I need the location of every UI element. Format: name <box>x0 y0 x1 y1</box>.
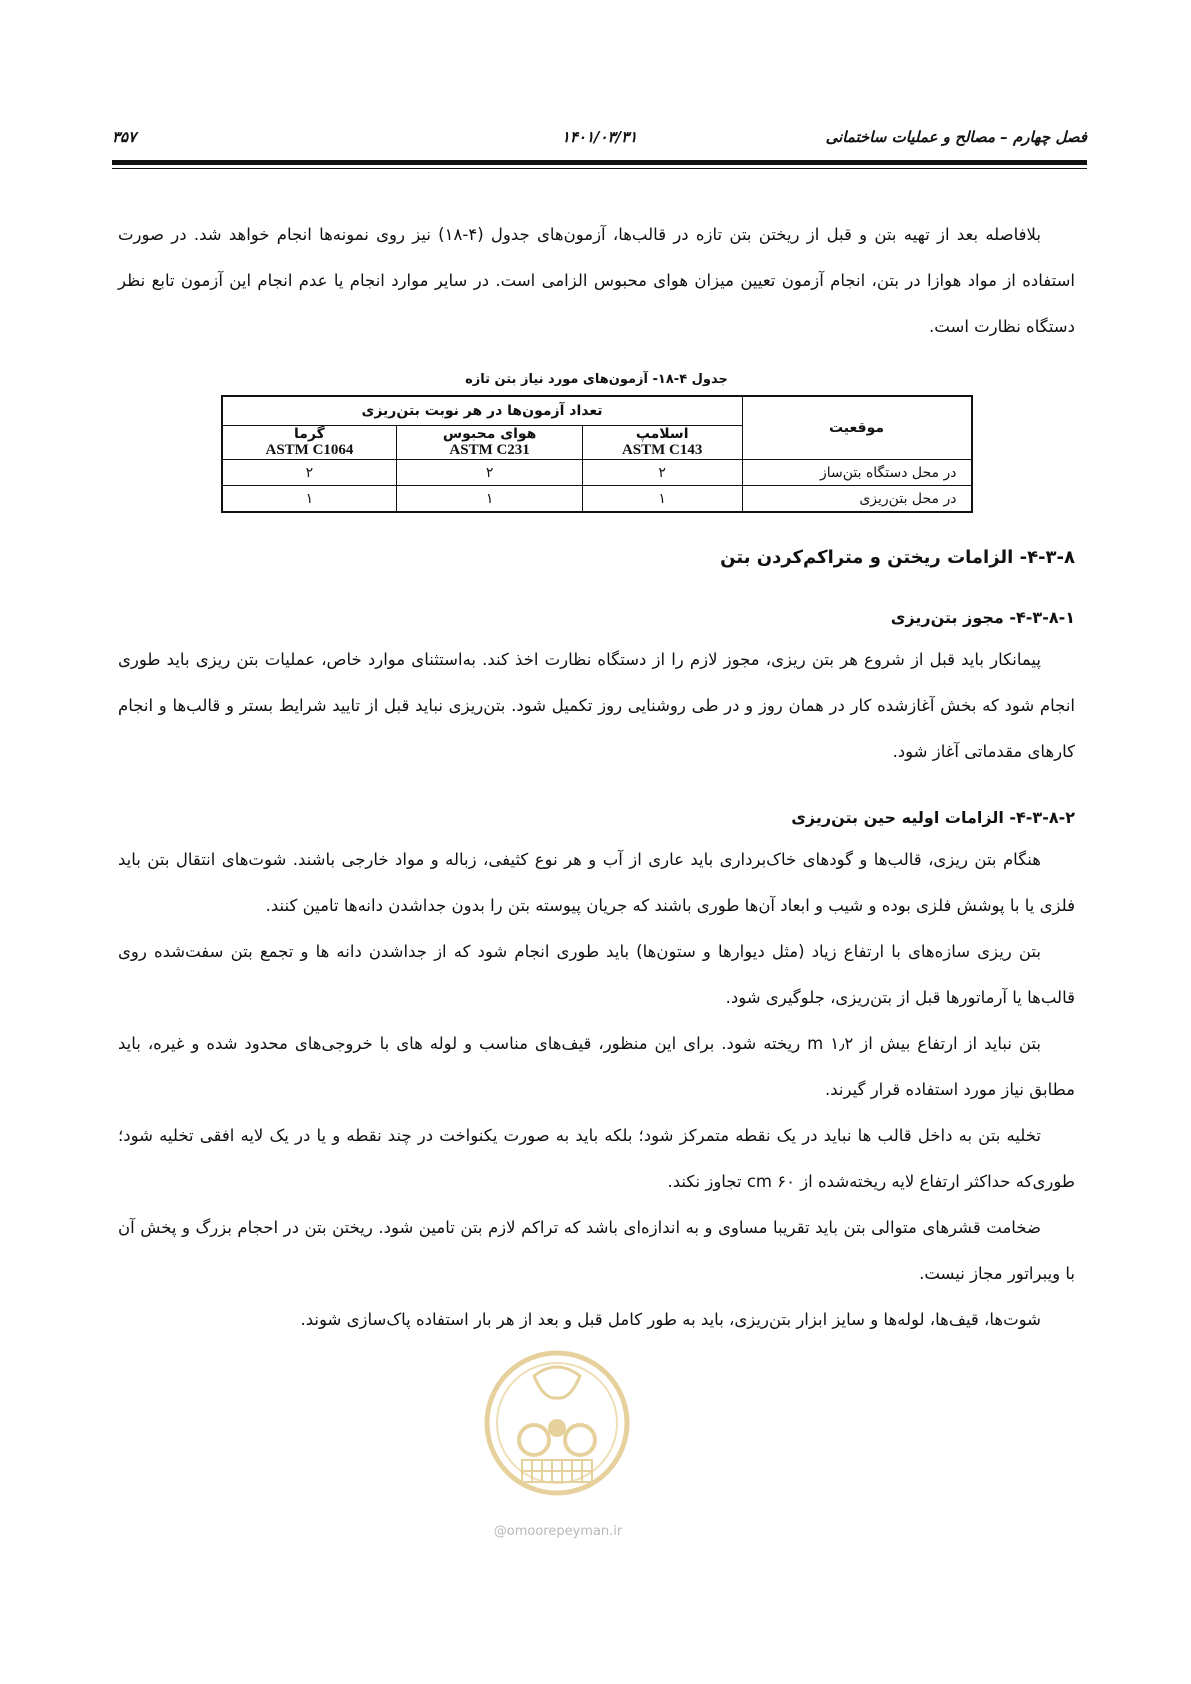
column-header-slump <box>582 426 742 460</box>
paragraph-tall-structures: بتن ریزی سازه‌های با ارتفاع زیاد (مثل دیوارها و ستون‌ها) باید طوری انجام شود که از جداشدن دانه ها و تجمع بتن سفت‌شده روی قالب‌ها یا آرماتورها قبل از بتن‌ریزی، جلوگیری شود. <box>118 942 1075 1007</box>
page-number: ۳۵۷ <box>112 128 137 146</box>
table-caption: جدول ۴-۱۸- آزمون‌های مورد نیاز بتن تازه <box>465 372 728 387</box>
page-header <box>112 128 1087 152</box>
watermark-url: @omoorepeyman.ir <box>493 1524 623 1539</box>
column-name: هوای محبوس <box>442 426 537 442</box>
table-row <box>222 486 972 513</box>
paragraph-drop-height: بتن نباید از ارتفاع بیش از ۱٫۲ m ریخته شود. برای این منظور، قیف‌های مناسب و لوله های با خروجی‌های محدود شده و غیره، باید مطابق نیاز مورد استفاده قرار گیرند. <box>118 1034 1075 1099</box>
table-cell: ۲ <box>222 460 397 486</box>
column-standard: ASTM C143 <box>621 442 703 458</box>
column-standard: ASTM C231 <box>449 442 530 458</box>
column-header-temperature <box>222 426 397 460</box>
table-cell: ۱ <box>582 486 742 513</box>
table-cell: ۲ <box>582 460 742 486</box>
column-name: اسلامپ <box>635 426 689 442</box>
subsection-heading-permit: ۴-۳-۸-۱- مجوز بتن‌ریزی <box>890 608 1075 627</box>
column-header-air-content <box>397 426 582 460</box>
chapter-title: فصل چهارم – مصالح و عملیات ساختمانی <box>825 128 1087 146</box>
table-cell: ۲ <box>397 460 582 486</box>
row-location: در محل بتن‌ریزی <box>742 486 972 513</box>
column-name: گرما <box>294 426 325 442</box>
table-wrapper <box>118 395 1075 513</box>
table-cell: ۱ <box>397 486 582 513</box>
table-header-row <box>222 396 972 426</box>
header-rule-thick <box>112 160 1087 165</box>
header-date: ۱۴۰۱/۰۳/۳۱ <box>561 128 638 146</box>
paragraph-discharge: تخلیه بتن به داخل قالب ها نباید در یک نقطه متمرکز شود؛ بلکه باید به صورت یکنواخت در چند نقطه و یا در یک لایه افقی تخلیه شود؛ طوری‌که حداکثر ارتفاع لایه ریخته‌شده از ۶۰ cm تجاوز نکند. <box>118 1126 1075 1191</box>
table-cell: ۱ <box>222 486 397 513</box>
permit-paragraph: پیمانکار باید قبل از شروع هر بتن ریزی، مجوز لازم را از دستگاه نظارت اخذ کند. به‌استثنای موارد خاص، عملیات بتن ریزی باید طوری انجام شود که بخش آغازشده کار در همان روز و در طی روشنایی روز تکمیل شود. بتن‌ریزی نباید قبل از تایید شرایط بستر و قالب‌ها و انجام کارهای مقدماتی آغاز شود. <box>118 650 1075 761</box>
paragraph-layer-thickness: ضخامت قشرهای متوالی بتن باید تقریبا مساوی و به اندازه‌ای باشد که تراکم لازم بتن تامین شود. ریختن بتن در احجام بزرگ و پخش آن با ویبراتور مجاز نیست. <box>118 1218 1075 1283</box>
subsection-heading-initial-requirements: ۴-۳-۸-۲- الزامات اولیه حین بتن‌ریزی <box>791 808 1075 827</box>
watermark-seal <box>482 1328 632 1518</box>
section-heading: ۴-۳-۸- الزامات ریختن و متراکم‌کردن بتن <box>720 547 1075 568</box>
page-content <box>118 212 1075 1343</box>
group-header: تعداد آزمون‌ها در هر نوبت بتن‌ریزی <box>222 396 743 426</box>
column-standard: ASTM C1064 <box>265 442 354 458</box>
paragraph-forms-clean: هنگام بتن ریزی، قالب‌ها و گودهای خاک‌برداری باید عاری از آب و هر نوع کثیفی، زباله و مواد خارجی باشند. شوت‌های انتقال بتن باید فلزی یا با پوشش فلزی بوده و شیب و ابعاد آن‌ها طوری باشند که جریان پیوسته بتن را بدون جداشدن دانه‌ها تامین کنند. <box>118 850 1075 915</box>
paragraph-tool-cleaning: شوت‌ها، قیف‌ها، لوله‌ها و سایز ابزار بتن‌ریزی، باید به طور کامل قبل و بعد از هر بار استفاده پاک‌سازی شوند. <box>300 1310 1041 1329</box>
row-location: در محل دستگاه بتن‌ساز <box>742 460 972 486</box>
intro-paragraph: بلافاصله بعد از تهیه بتن و قبل از ریختن بتن تازه در قالب‌ها، آزمون‌های جدول (۴-۱۸) نیز روی نمونه‌ها انجام خواهد شد. در صورت استفاده از مواد هوازا در بتن، انجام آزمون تعیین میزان هوای محبوس الزامی است. در سایر موارد انجام یا عدم انجام این آزمون تابع نظر دستگاه نظارت است. <box>118 225 1075 336</box>
fresh-concrete-tests-table <box>221 395 973 513</box>
location-header: موقعیت <box>742 396 972 460</box>
header-rule-thin <box>112 168 1087 169</box>
seal-icon <box>482 1328 632 1518</box>
table-row <box>222 460 972 486</box>
